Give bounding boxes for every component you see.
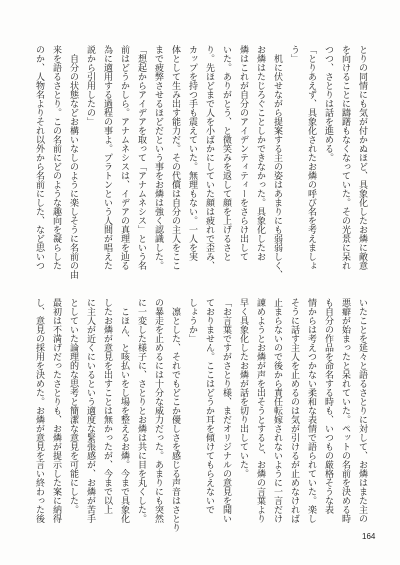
text-column: 凛とした、それでもどこか優しさを感じる声音はさとり	[170, 298, 180, 532]
text-column: 情からは考えつかない柔和な表情で語られていた。楽し	[306, 298, 316, 523]
text-column: 為に適用する過程の事よ。プラトンという人間が唱えた	[102, 45, 112, 270]
text-column: 燐はこれが自分のアイデンティティーをさらけ出して	[238, 45, 248, 261]
text-column: 諌めようとお燐が声を出そうとすると、お燐の言葉より	[255, 298, 265, 523]
text-column: 机に伏せながら提案する主の姿はあまりにも弱弱しく、	[272, 45, 282, 279]
text-column: 説から引用したの」	[85, 45, 95, 126]
text-column: 早く具象化したお燐が話を切り出していた。	[238, 298, 248, 478]
text-column: 「想起からアイデアを取って「アナムネシス」という名	[136, 45, 146, 270]
text-column: に一変した様子に、さとりとお燐は共に目を丸くした。	[136, 298, 146, 523]
text-column: を向けることに躊躇もなくなっていた。その光景に呆れ	[340, 45, 350, 270]
text-column: そうに話す主人を止めるのは気が引けるが止めなければ	[289, 298, 299, 523]
text-column: 前はどうかしら。アナムネシスは、イデアの真理を辿る	[119, 45, 129, 270]
text-column: したお燐が意見を出すことは無かったが、今まで以上	[102, 298, 112, 514]
text-column: し、意見の採用を決めた。お燐が意見を言い終わった後	[34, 298, 44, 523]
text-column: まで疲弊させるほどだという事をお燐は強く認識した。	[153, 45, 163, 270]
text-column: お燐はたじろぐことしかできなかった。具象化したお	[255, 45, 265, 261]
text-column: 止まらないので後から責任転嫁されないように一言だけ	[272, 298, 282, 523]
text-column: 体として生み出す能力だ。その代償は自分の主人をここ	[170, 45, 180, 270]
text-column: いたことを延々と語るさとりに対して、お燐はまた主の	[357, 298, 367, 523]
text-column: 来を語るさとり。この名前にどのような趣向を凝らした	[51, 45, 61, 270]
text-column: 「とりあえず、具象化されたお燐の呼び名を考えましょ	[306, 45, 316, 270]
text-column: 最初は不満げだったさとりも、お燐が提示した案に納得	[51, 298, 61, 523]
text-column: ておりません。ここはどうか耳を傾けてもらえないで	[204, 298, 214, 514]
upper-text-block	[30, 45, 370, 281]
text-column: つつ、さとりは話を進める。	[323, 45, 333, 162]
text-column: 「お言葉ですがさとり様、まだオリジナルの意見を聞い	[221, 298, 231, 523]
lower-text-block	[30, 298, 370, 534]
text-column: 悪癖が始まったと呆れていた。ペットの名前を決める時	[340, 298, 350, 523]
text-column: カップを持つ手も震えていた。無理もない。一人を実	[187, 45, 197, 261]
text-column: う」	[289, 45, 299, 63]
text-column: こほん、と咳払いをし場を整えるお燐。今まで具象化	[119, 298, 129, 523]
text-column: に主人が近くにいるという適度な緊張感が、お燐が苦手	[85, 298, 95, 523]
text-column: のか、人物名よりそれ以外から名前にした、など思いつ	[34, 45, 44, 270]
text-column: の暴走を止めるには十分な威力だった。あまりにも突然	[153, 298, 163, 523]
page-number: 164	[362, 532, 376, 541]
text-column: も自分の作品を命名する時も、いつもの厳格そうな表	[323, 298, 333, 514]
text-column: としていた論理的な思考と簡潔な意見を可能にした。	[68, 298, 78, 514]
text-column: とりの同情にも気が付かぬほど、具象化したお燐に敵意	[357, 45, 367, 270]
text-column: いた。ありがとう、と微笑みを返して顔を上げるさと	[221, 45, 231, 261]
text-column: り。先ほどまで人を小ばかにしていた顔は疲れで歪み、	[204, 45, 214, 270]
text-column: しょうか」	[187, 298, 197, 343]
text-column: 自分の状態などお構いなしのように楽しそうに名前の由	[68, 45, 78, 279]
